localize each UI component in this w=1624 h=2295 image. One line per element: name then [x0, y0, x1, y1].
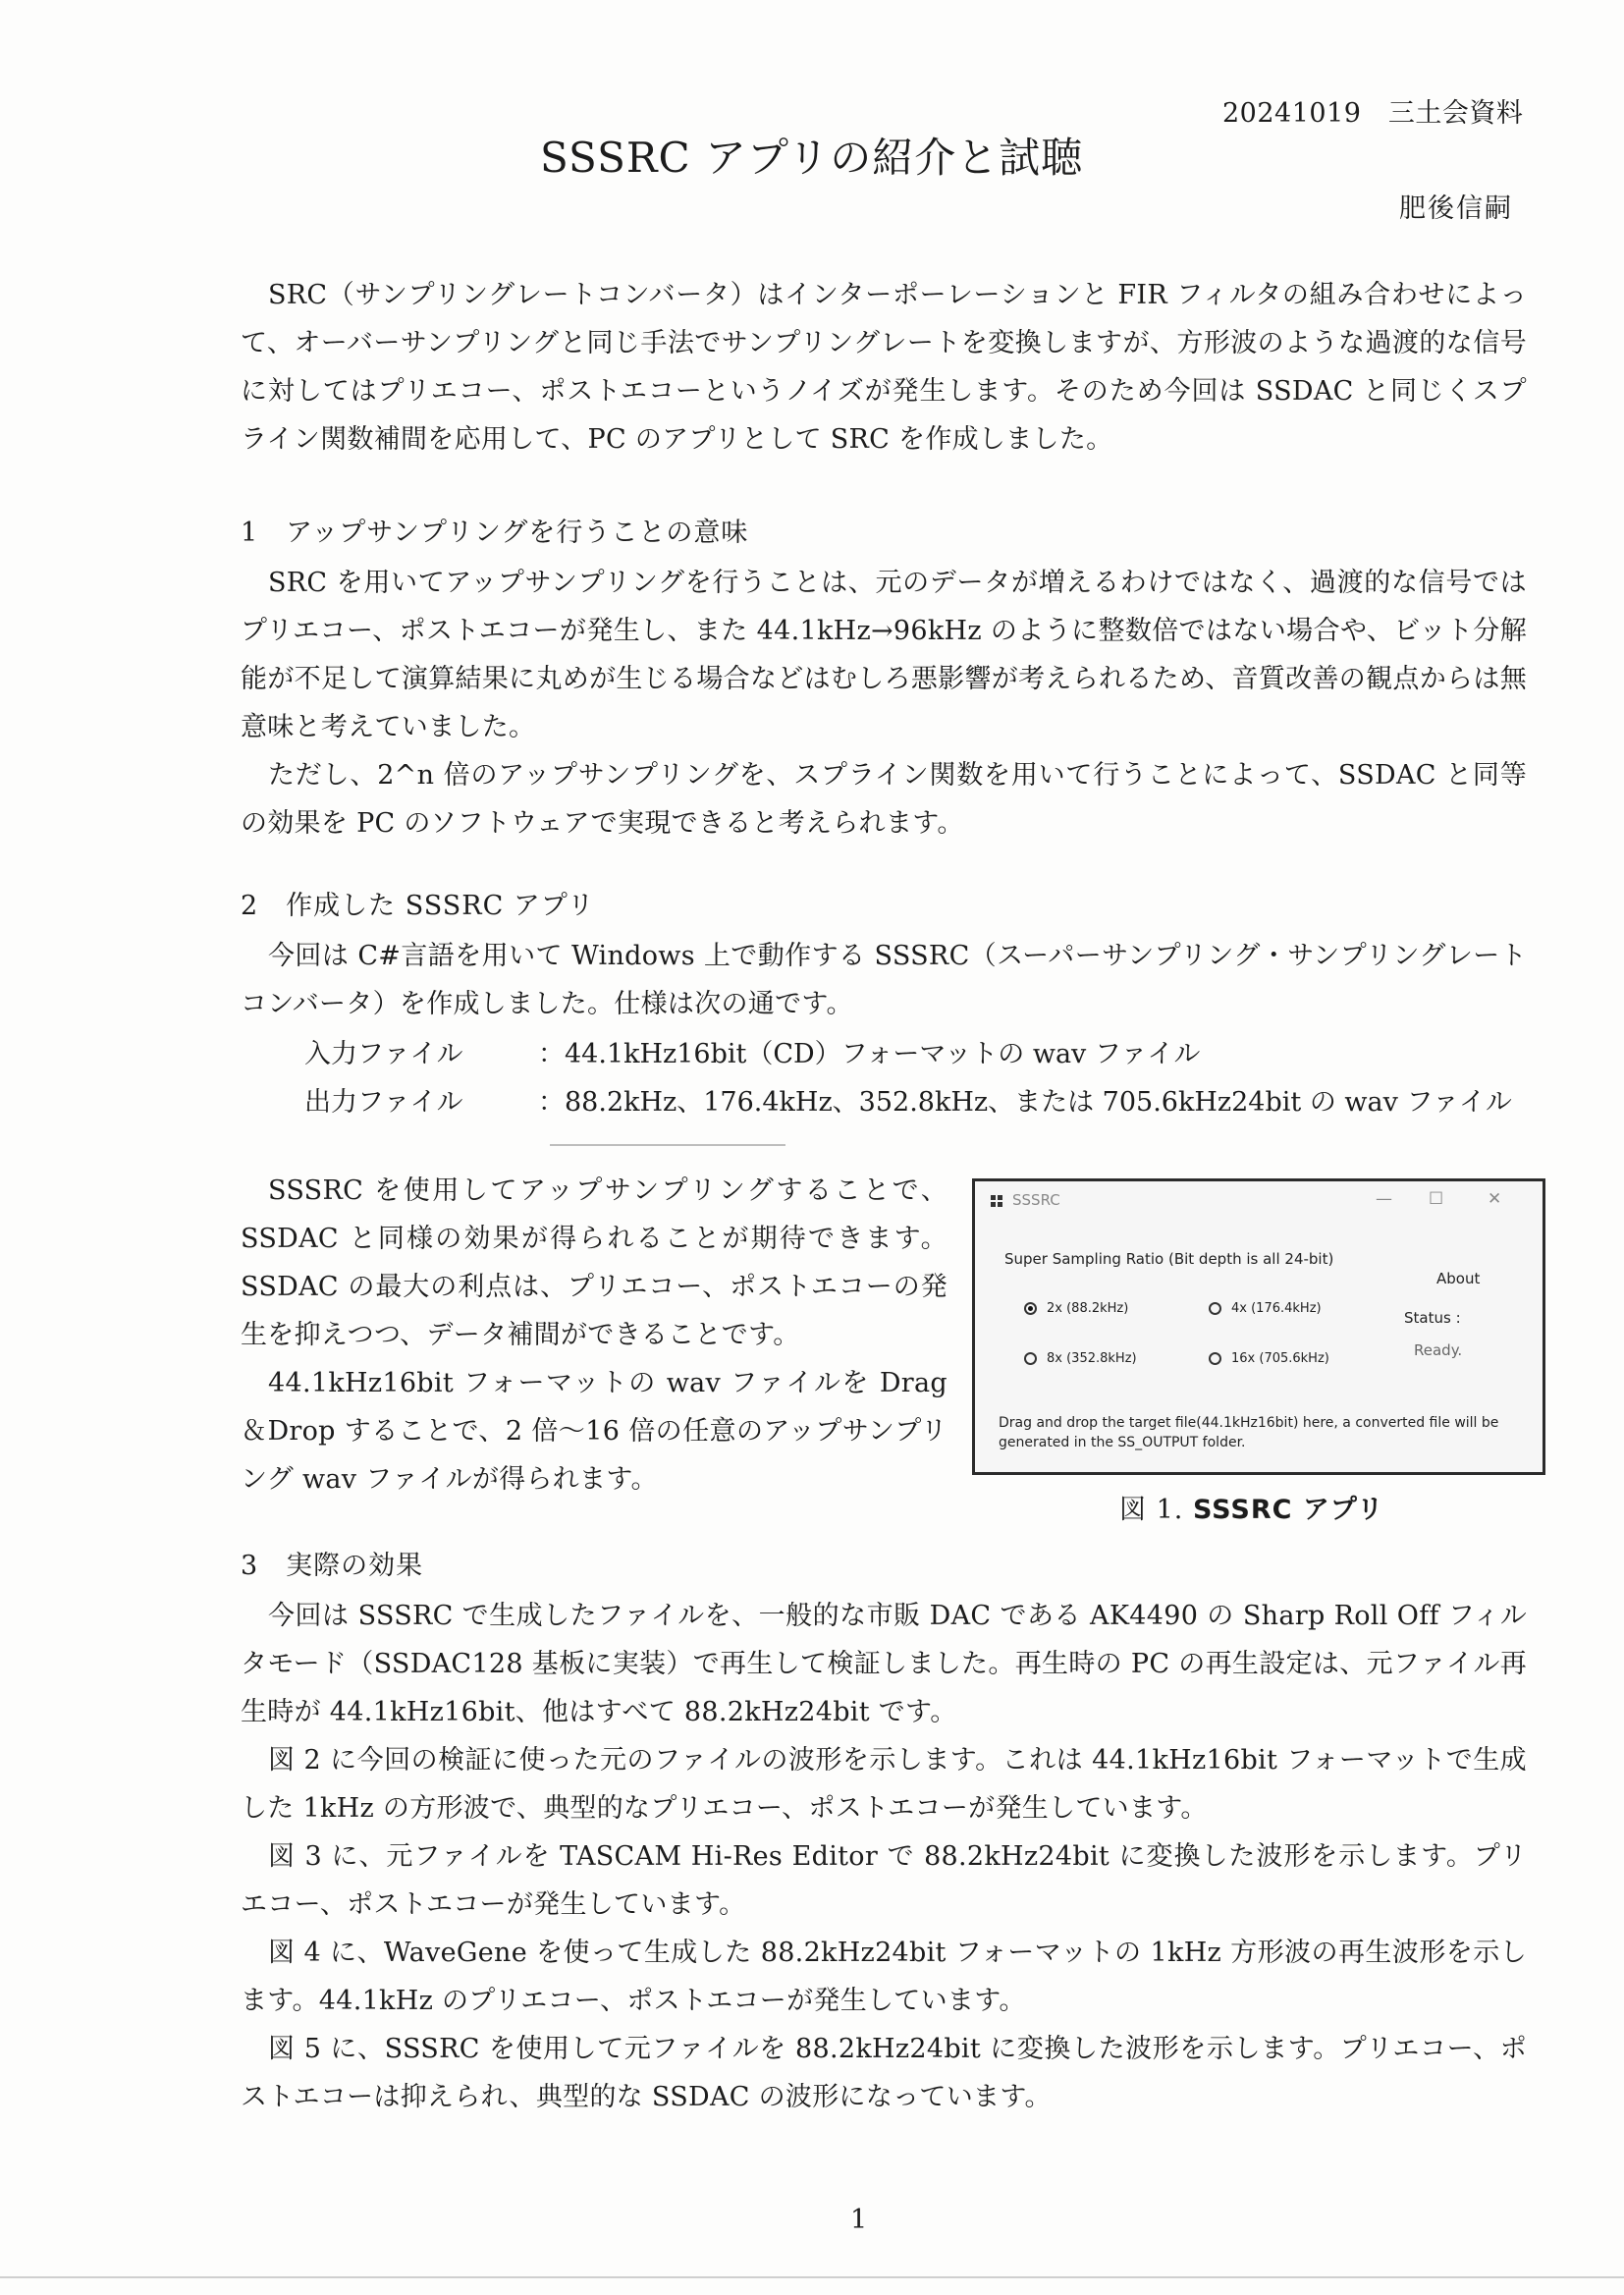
radio-8x-label: 8x (352.8kHz): [1047, 1351, 1137, 1366]
app-grid-icon: [991, 1195, 1003, 1208]
section-3-paragraph-5: 図 5 に、SSSRC を使用して元ファイルを 88.2kHz24bit に変換した波形を示します。プリエコー、ポストエコーは抑えられ、典型的な SSDAC の波形になっています。: [241, 2034, 1527, 2112]
spec-input-value: ：44.1kHz16bit（CD）フォーマットの wav ファイル: [538, 1039, 1201, 1069]
status-label: Status :: [1404, 1309, 1461, 1327]
radio-4x[interactable]: [1209, 1301, 1322, 1316]
section-1-heading: 1 アップサンプリングを行うことの意味: [241, 518, 749, 548]
minimize-icon[interactable]: —: [1376, 1189, 1392, 1209]
date-note: 20241019 三土会資料: [1222, 98, 1524, 129]
section-2-heading: 2 作成した SSSRC アプリ: [241, 891, 595, 921]
radio-unselected-icon: [1209, 1302, 1221, 1315]
sssrc-app-window: [972, 1178, 1545, 1475]
section-3-paragraph-2: 図 2 に今回の検証に使った元のファイルの波形を示します。これは 44.1kHz16bit フォーマットで生成した 1kHz の方形波で、典型的なプリエコー、ポストエコーが発生しています。: [241, 1745, 1527, 1824]
maximize-icon[interactable]: ☐: [1429, 1189, 1444, 1209]
window-title: SSSRC: [1012, 1191, 1060, 1209]
figure-1-caption: [1119, 1488, 1384, 1526]
scan-smudge: [550, 1144, 785, 1146]
radio-16x-label: 16x (705.6kHz): [1231, 1351, 1329, 1366]
spec-output-value: ：88.2kHz、176.4kHz、352.8kHz、または 705.6kHz24bit の wav ファイル: [538, 1087, 1512, 1118]
spec-input-label: 入力ファイル: [304, 1039, 463, 1069]
about-button[interactable]: About: [1436, 1270, 1481, 1287]
section-3-heading: 3 実際の効果: [241, 1551, 424, 1581]
scan-bottom-edge: [0, 2276, 1624, 2278]
section-3-paragraph-4: 図 4 に、WaveGene を使って生成した 88.2kHz24bit フォーマットの 1kHz 方形波の再生波形を示します。44.1kHz のプリエコー、ポストエコーが発生しています。: [241, 1938, 1527, 2016]
section-2-paragraph-1: 今回は C#言語を用いて Windows 上で動作する SSSRC（スーパーサンプリング・サンプリングレートコンバータ）を作成しました。仕様は次の通です。: [241, 941, 1527, 1019]
radio-2x[interactable]: [1024, 1301, 1128, 1316]
radio-unselected-icon: [1209, 1352, 1221, 1365]
radio-2x-label: 2x (88.2kHz): [1047, 1301, 1129, 1316]
intro-paragraph: SRC（サンプリングレートコンバータ）はインターポーレーションと FIR フィルタの組み合わせによって、オーバーサンプリングと同じ手法でサンプリングレートを変換しますが、方形波のような過渡的な信号に対してはプリエコー、ポストエコーというノイズが発生します。そのため今回は SSDAC と同じくスプライン関数補間を応用して、PC のアプリとして SRC を作成しました。: [241, 280, 1527, 455]
figure-1-prefix: 図 1.: [1119, 1495, 1184, 1525]
section-1-paragraph-2: ただし、2^n 倍のアップサンプリングを、スプライン関数を用いて行うことによって、SSDAC と同等の効果を PC のソフトウェアで実現できると考えられます。: [241, 760, 1527, 839]
section-3-paragraph-3: 図 3 に、元ファイルを TASCAM Hi-Res Editor で 88.2kHz24bit に変換した波形を示します。プリエコー、ポストエコーが発生しています。: [241, 1841, 1527, 1920]
radio-16x[interactable]: [1209, 1351, 1329, 1366]
section-2-paragraph-3: 44.1kHz16bit フォーマットの wav ファイルを Drag＆Drop することで、2 倍〜16 倍の任意のアップサンプリング wav ファイルが得られます。: [241, 1368, 947, 1495]
figure-1-name: SSSRC アプリ: [1192, 1495, 1384, 1525]
spec-output-label: 出力ファイル: [304, 1087, 463, 1118]
radio-unselected-icon: [1024, 1352, 1037, 1365]
radio-8x[interactable]: [1024, 1351, 1137, 1366]
drop-zone-hint[interactable]: Drag and drop the target file(44.1kHz16bit) here, a converted file will be generated in the SS_OUTPUT folder.: [999, 1415, 1499, 1450]
ratio-group-label: Super Sampling Ratio (Bit depth is all 24-bit): [1004, 1250, 1334, 1268]
radio-4x-label: 4x (176.4kHz): [1231, 1301, 1322, 1316]
window-titlebar: [975, 1181, 1543, 1221]
close-icon[interactable]: ✕: [1488, 1189, 1502, 1209]
page-title: SSSRC アプリの紹介と試聴: [540, 134, 1084, 182]
page-number: 1: [850, 2205, 868, 2235]
status-value: Ready.: [1414, 1341, 1463, 1359]
radio-selected-icon: [1024, 1302, 1037, 1315]
section-1-paragraph-1: SRC を用いてアップサンプリングを行うことは、元のデータが増えるわけではなく、過渡的な信号ではプリエコー、ポストエコーが発生し、また 44.1kHz→96kHz のように整数倍ではない場合や、ビット分解能が不足して演算結果に丸めが生じる場合などはむしろ悪影響が考えられるため、音質改善の観点からは無意味と考えていました。: [241, 568, 1527, 742]
section-3-paragraph-1: 今回は SSSRC で生成したファイルを、一般的な市販 DAC である AK4490 の Sharp Roll Off フィルタモード（SSDAC128 基板に実装）で再生して検証しました。再生時の PC の再生設定は、元ファイル再生時が 44.1kHz16bit、他はすべて 88.2kHz24bit です。: [241, 1601, 1527, 1727]
section-2-paragraph-2: SSSRC を使用してアップサンプリングすることで、SSDAC と同様の効果が得られることが期待できます。SSDAC の最大の利点は、プリエコー、ポストエコーの発生を抑えつつ、データ補間ができることです。: [241, 1175, 947, 1350]
author-name: 肥後信嗣: [1399, 193, 1513, 224]
